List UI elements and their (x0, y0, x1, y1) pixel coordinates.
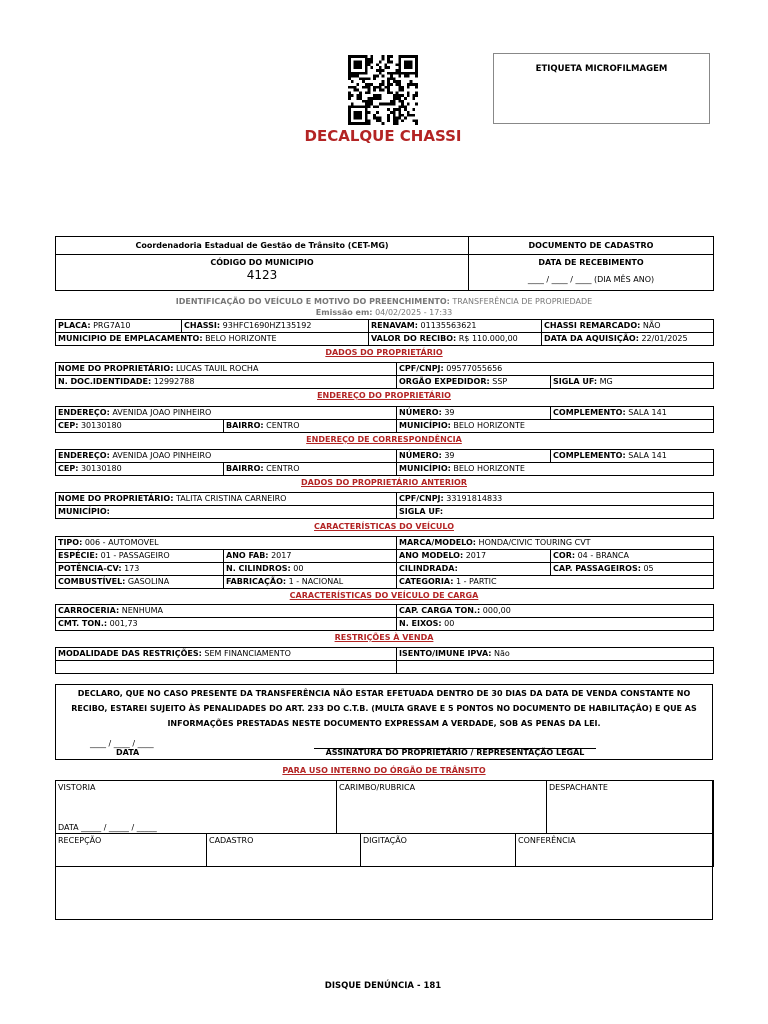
section-internal-use: PARA USO INTERNO DO ÓRGÃO DE TRÂNSITO (282, 766, 486, 775)
signature-date-line: ____ / ____ / ____ (90, 739, 154, 748)
owner-street: AVENIDA JOAO PINHEIRO (112, 408, 212, 417)
chassis-value: 93HFC1690HZ135192 (222, 321, 312, 330)
owner-name: LUCAS TAUIL ROCHA (175, 364, 259, 373)
vehicle-fab-year: 2017 (271, 551, 292, 560)
cargo-table: CARROCERIA: NENHUMA CAP. CARGA TON.: 000,00 CMT. TON.: 001,73 N. EIXOS: 00 (55, 604, 714, 631)
microfilm-label-box (493, 53, 710, 124)
typing-cell (360, 833, 516, 867)
issue-date: 04/02/2025 - 17:33 (375, 308, 453, 317)
municipality-code-label: CÓDIGO DO MUNICIPIO (210, 258, 314, 267)
corr-street: AVENIDA JOAO PINHEIRO (112, 451, 212, 460)
signature-label: ASSINATURA DO PROPRIETÁRIO / REPRESENTAÇÃO LEGAL (325, 748, 585, 757)
ipva-exempt: Não (494, 649, 510, 658)
report-hotline: DISQUE DENÚNCIA - 181 (324, 981, 442, 991)
corr-number: 39 (444, 451, 455, 460)
owner-cpf: 09577055656 (446, 364, 503, 373)
section-correspondence: ENDEREÇO DE CORRESPONDÊNCIA (306, 435, 462, 444)
registration-cell (206, 833, 361, 867)
owner-uf: MG (599, 377, 613, 386)
previous-owner-table: NOME DO PROPRIETÁRIO: TALITA CRISTINA CARNEIRO CPF/CNPJ: 33191814833 MUNICÍPIO: SIGLA UF: (55, 492, 714, 519)
doc-type: DOCUMENTO DE CADASTRO (469, 237, 714, 255)
typing-label: DIGITAÇÃO (363, 836, 407, 845)
vehicle-fuel: GASOLINA (127, 577, 170, 586)
cargo-capacity: 000,00 (482, 606, 511, 615)
cargo-body: NENHUMA (121, 606, 164, 615)
vehicle-cylinders: 00 (293, 564, 304, 573)
stamp-label: CARIMBO/RUBRICA (339, 783, 416, 792)
cargo-axles: 00 (444, 619, 455, 628)
owner-number: 39 (444, 408, 455, 417)
owner-table: NOME DO PROPRIETÁRIO: LUCAS TAUIL ROCHA CPF/CNPJ: 09577055656 N. DOC.IDENTIDADE: 12992788 ORGÃO EXPEDIDOR: SSP SIGLA UF: MG (55, 362, 714, 389)
acquisition-date-value: 22/01/2025 (641, 334, 688, 343)
review-cell (515, 833, 714, 867)
inspection-label: VISTORIA (58, 783, 96, 792)
vehicle-species: 01 - PASSAGEIRO (100, 551, 170, 560)
vehicle-type: 006 - AUTOMOVEL (84, 538, 159, 547)
owner-city: BELO HORIZONTE (453, 421, 525, 430)
municipality-code-value: 4123 (246, 268, 278, 282)
restriction-mode: SEM FINANCIAMENTO (204, 649, 291, 658)
vehicle-id-table: PLACA: PRG7A10 CHASSI: 93HFC1690HZ135192 RENAVAM: 01135563621 CHASSI REMARCADO: NÃO MUNICIPIO DE EMPLACAMENTO: BELO HORIZONTE VALOR DO RECIBO: R$ 110.000,00 DATA DA AQUISIÇÃO: 22/01/2025 (55, 319, 714, 346)
municipality-code-cell (56, 255, 469, 291)
correspondence-table: ENDEREÇO: AVENIDA JOAO PINHEIRO NÚMERO: 39 COMPLEMENTO: SALA 141 CEP: 30130180 BAIRRO: CENTRO MUNICÍPIO: BELO HORIZONTE (55, 449, 714, 476)
receipt-date-line: ____ / ____ / ____ (DIA MÊS ANO) (527, 275, 655, 284)
receipt-value: R$ 110.000,00 (458, 334, 518, 343)
chassis-tracing-title: DECALQUE CHASSI (304, 127, 462, 145)
prev-owner-cpf: 33191814833 (446, 494, 503, 503)
plate-value: PRG7A10 (93, 321, 131, 330)
section-restrictions: RESTRIÇÕES À VENDA (334, 633, 434, 642)
section-owner: DADOS DO PROPRIETÁRIO (325, 348, 443, 357)
registration-city-value: BELO HORIZONTE (205, 334, 277, 343)
vehicle-color: 04 - BRANCA (577, 551, 629, 560)
corr-city: BELO HORIZONTE (453, 464, 525, 473)
owner-district: CENTRO (266, 421, 300, 430)
corr-district: CENTRO (266, 464, 300, 473)
vehicle-model-year: 2017 (465, 551, 487, 560)
identification-reason: TRANSFERÊNCIA DE PROPRIEDADE (452, 297, 593, 306)
vehicle-make-model: HONDA/CIVIC TOURING CVT (478, 538, 591, 547)
reception-label: RECEPÇÃO (58, 836, 102, 845)
cargo-cmt: 001,73 (109, 619, 138, 628)
section-cargo: CARACTERÍSTICAS DO VEÍCULO DE CARGA (289, 591, 479, 600)
owner-cep: 30130180 (80, 421, 122, 430)
vehicle-characteristics-table: TIPO: 006 - AUTOMOVEL MARCA/MODELO: HONDA/CIVIC TOURING CVT ESPÉCIE: 01 - PASSAGEIRO ANO FAB: 2017 ANO MODELO: 2017 COR: 04 - BRANCA POTÊNCIA-CV: 173 N. CILINDROS: 00 CILINDRADA: CAP. PASSAGEIROS: 05 COMBUSTÍVEL: GASOLINA FABRICAÇÃO: 1 - NACIONAL CATEGORIA: 1 - PARTIC (55, 536, 714, 589)
restrictions-table: MODALIDADE DAS RESTRIÇÕES: SEM FINANCIAMENTO ISENTO/IMUNE IPVA: Não (55, 647, 714, 674)
vehicle-manufacture: 1 - NACIONAL (288, 577, 344, 586)
reception-cell (55, 833, 207, 867)
receipt-date-cell (469, 255, 714, 291)
corr-complement: SALA 141 (628, 451, 667, 460)
chassis-remarked-value: NÃO (642, 321, 661, 330)
owner-address-table: ENDEREÇO: AVENIDA JOAO PINHEIRO NÚMERO: 39 COMPLEMENTO: SALA 141 CEP: 30130180 BAIRRO: CENTRO MUNICÍPIO: BELO HORIZONTE (55, 406, 714, 433)
review-label: CONFERÊNCIA (518, 836, 576, 845)
vehicle-power: 173 (124, 564, 140, 573)
header-table (55, 236, 714, 291)
section-previous-owner: DADOS DO PROPRIETÁRIO ANTERIOR (301, 478, 467, 487)
section-owner-address: ENDEREÇO DO PROPRIETÁRIO (317, 391, 451, 400)
dispatcher-label: DESPACHANTE (549, 783, 608, 792)
owner-id-doc: 12992788 (153, 377, 195, 386)
qr-code (346, 55, 420, 125)
owner-complement: SALA 141 (628, 408, 667, 417)
vehicle-passengers: 05 (643, 564, 654, 573)
identification-label: IDENTIFICAÇÃO DO VEÍCULO E MOTIVO DO PREENCHIMENTO: (175, 297, 450, 306)
stamp-cell (336, 780, 547, 834)
prev-owner-name: TALITA CRISTINA CARNEIRO (175, 494, 287, 503)
issue-label: Emissão em: (315, 308, 373, 317)
section-vehicle-characteristics: CARACTERÍSTICAS DO VEÍCULO (314, 522, 454, 531)
owner-issuer: SSP (492, 377, 508, 386)
corr-cep: 30130180 (80, 464, 122, 473)
registration-label: CADASTRO (209, 836, 254, 845)
inspection-date: DATA _____ / _____ / _____ (58, 823, 157, 832)
vehicle-category: 1 - PARTIC (455, 577, 497, 586)
restriction-empty-2 (397, 661, 714, 674)
signature-date-label: DATA (116, 748, 140, 757)
internal-use-box (55, 780, 713, 920)
restriction-empty-1 (56, 661, 397, 674)
org-name: Coordenadoria Estadual de Gestão de Trânsito (CET-MG) (56, 237, 469, 255)
receipt-date-label: DATA DE RECEBIMENTO (538, 258, 644, 267)
declaration-text: DECLARO, QUE NO CASO PRESENTE DA TRANSFERÊNCIA NÃO ESTAR EFETUADA DENTRO DE 30 DIAS DA DATA DE VENDA CONSTANTE NO RECIBO, ESTAREI SUJEITO ÀS PENALIDADES DO ART. 233 DO C.T.B. (MULTA GRAVE E 5 PONTOS NO DOCUMENTO DE HABILITAÇÃO) E QUE AS INFORMAÇÕES PRESTADAS NESTE DOCUMENTO EXPRESSAM A VERDADE, SOB AS PENAS DA LEI. (71, 689, 697, 728)
microfilm-label: ETIQUETA MICROFILMAGEM (535, 64, 668, 74)
dispatcher-cell (546, 780, 714, 834)
identification-block (55, 296, 713, 318)
inspection-cell (55, 780, 337, 834)
renavam-value: 01135563621 (420, 321, 477, 330)
